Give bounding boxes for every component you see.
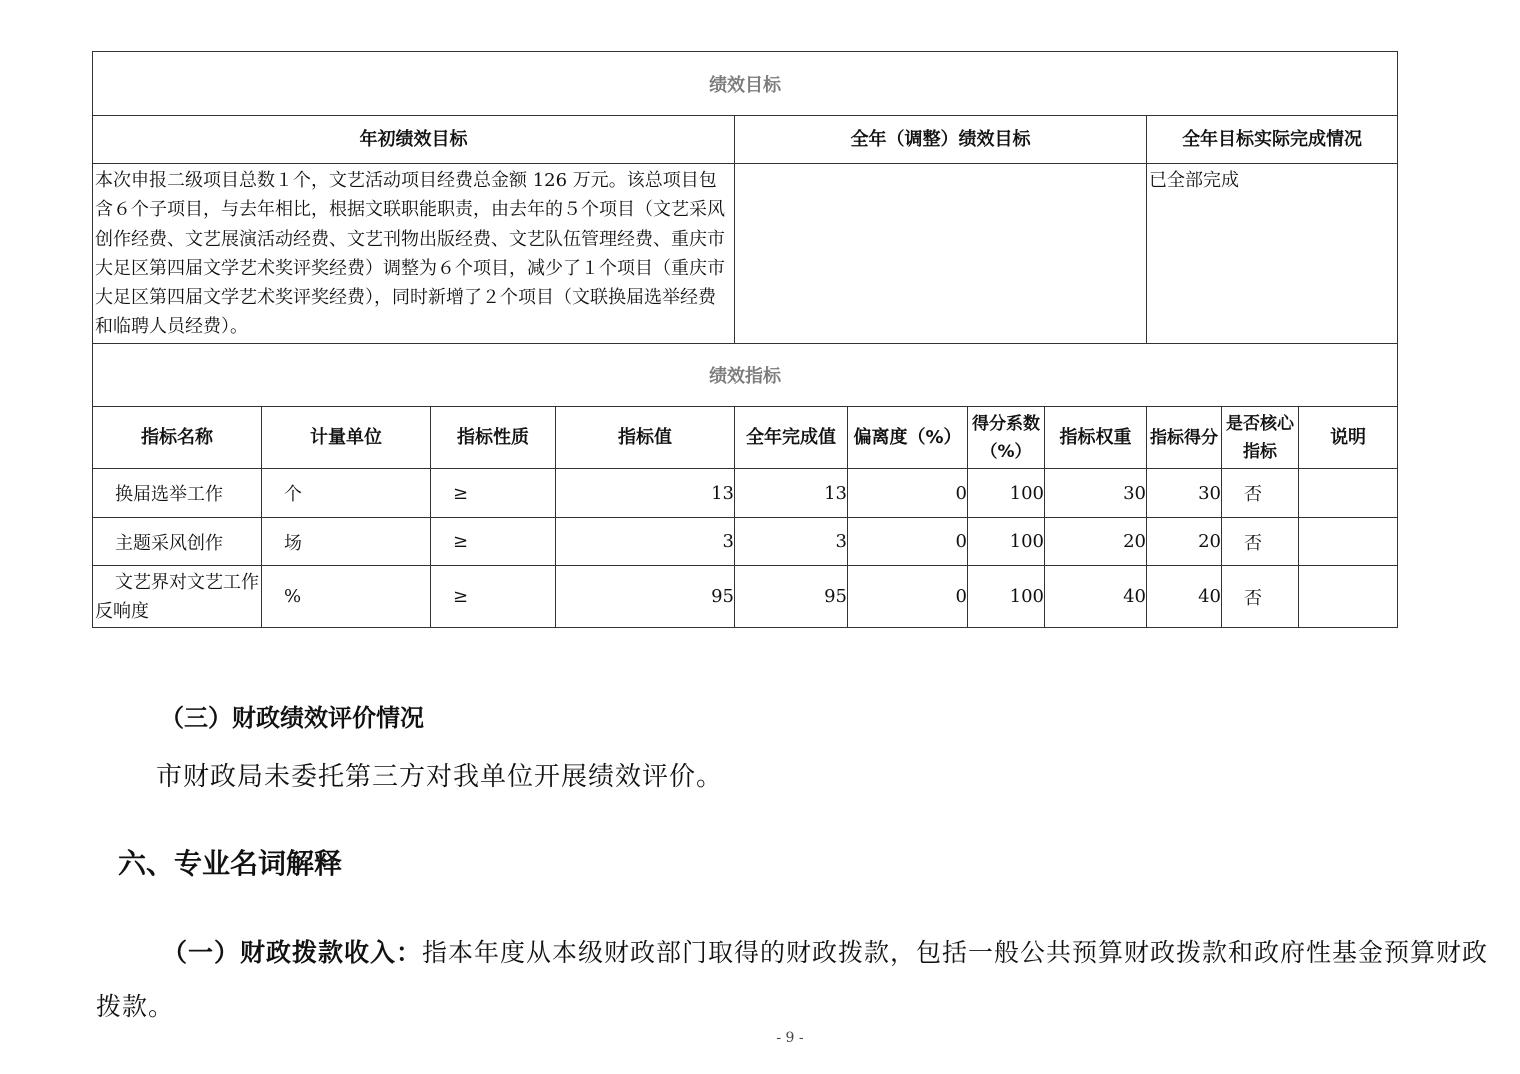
goals-section-title: 绩效目标 <box>93 52 1398 116</box>
header-weight: 指标权重 <box>1045 407 1147 469</box>
indicator-target: 13 <box>556 469 735 518</box>
header-score-coef: 得分系数（%） <box>968 407 1045 469</box>
indicator-unit: 场 <box>262 518 431 566</box>
adjusted-goal-text <box>735 164 1147 344</box>
indicator-core: 否 <box>1222 566 1299 628</box>
indicator-actual: 3 <box>735 518 848 566</box>
initial-goal-text: 本次申报二级项目总数１个，文艺活动项目经费总金额 126 万元。该总项目包含６个子项目，与去年相比，根据文联职能职责，由去年的５个项目（文艺采风创作经费、文艺展演活动经费、文艺刊物出版经费、文艺队伍管理经费、重庆市大足区第四届文学艺术奖评奖经费）调整为６个项目，减少了１个项目（重庆市大足区第四届文学艺术奖评奖经费），同时新增了２个项目（文联换届选举经费和临聘人员经费）。 <box>93 164 735 344</box>
adjusted-goal-header: 全年（调整）绩效目标 <box>735 116 1147 164</box>
indicator-nature: ≥ <box>431 518 556 566</box>
indicator-coef: 100 <box>968 518 1045 566</box>
term-label: （一）财政拨款收入： <box>162 938 423 967</box>
indicator-weight: 40 <box>1045 566 1147 628</box>
indicator-core: 否 <box>1222 518 1299 566</box>
indicator-target: 95 <box>556 566 735 628</box>
initial-goal-header: 年初绩效目标 <box>93 116 735 164</box>
indicator-nature: ≥ <box>431 469 556 518</box>
header-core: 是否核心指标 <box>1222 407 1299 469</box>
indicator-note <box>1299 566 1398 628</box>
indicator-deviation: 0 <box>848 566 968 628</box>
section6-heading: 六、专业名词解释 <box>118 847 343 880</box>
indicator-actual: 13 <box>735 469 848 518</box>
header-target: 指标值 <box>556 407 735 469</box>
indicator-score: 40 <box>1147 566 1222 628</box>
section3-heading: （三）财政绩效评价情况 <box>160 704 424 732</box>
indicator-weight: 30 <box>1045 469 1147 518</box>
section3-text: 市财政局未委托第三方对我单位开展绩效评价。 <box>156 762 724 792</box>
indicator-actual: 95 <box>735 566 848 628</box>
indicator-note <box>1299 469 1398 518</box>
indicator-core: 否 <box>1222 469 1299 518</box>
table-row <box>93 566 1398 628</box>
page-number: - 9 - <box>776 1030 804 1046</box>
indicator-target: 3 <box>556 518 735 566</box>
indicator-unit: 个 <box>262 469 431 518</box>
header-score: 指标得分 <box>1147 407 1222 469</box>
performance-table <box>92 51 1398 628</box>
section6-item1 <box>96 926 1491 1034</box>
indicator-name: 主题采风创作 <box>93 518 262 566</box>
completion-header: 全年目标实际完成情况 <box>1147 116 1398 164</box>
indicator-name: 换届选举工作 <box>93 469 262 518</box>
indicator-coef: 100 <box>968 469 1045 518</box>
indicator-deviation: 0 <box>848 469 968 518</box>
indicator-unit: % <box>262 566 431 628</box>
indicator-name: 文艺界对文艺工作反响度 <box>93 566 262 628</box>
indicator-weight: 20 <box>1045 518 1147 566</box>
table-row <box>93 518 1398 566</box>
header-actual: 全年完成值 <box>735 407 848 469</box>
indicator-deviation: 0 <box>848 518 968 566</box>
indicator-score: 30 <box>1147 469 1222 518</box>
header-nature: 指标性质 <box>431 407 556 469</box>
table-row <box>93 469 1398 518</box>
indicator-nature: ≥ <box>431 566 556 628</box>
completion-text: 已全部完成 <box>1147 164 1398 344</box>
header-unit: 计量单位 <box>262 407 431 469</box>
term-definition: 指本年度从本级财政部门取得的财政拨款，包括一般公共预算财政拨款和政府性基金预算财政拨款。 <box>96 938 1489 1021</box>
header-note: 说明 <box>1299 407 1398 469</box>
header-indicator-name: 指标名称 <box>93 407 262 469</box>
indicators-section-title: 绩效指标 <box>93 344 1398 407</box>
indicator-score: 20 <box>1147 518 1222 566</box>
indicator-note <box>1299 518 1398 566</box>
header-deviation: 偏离度（%） <box>848 407 968 469</box>
indicator-coef: 100 <box>968 566 1045 628</box>
